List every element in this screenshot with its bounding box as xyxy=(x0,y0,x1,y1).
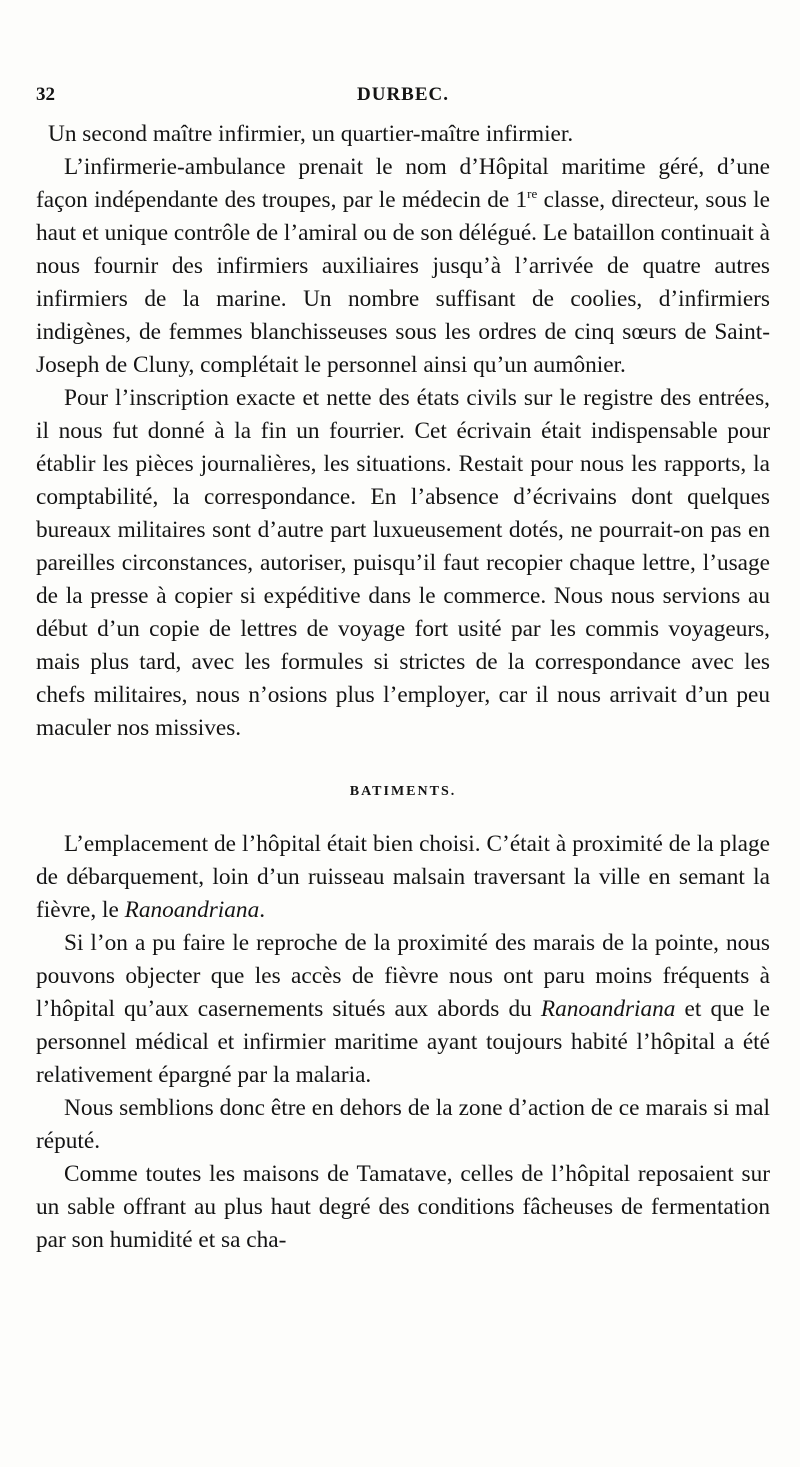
page-header xyxy=(36,78,770,118)
paragraph xyxy=(36,927,770,1092)
paragraph xyxy=(36,151,770,382)
paragraph-text: classe, directeur, sous le haut et unique contrôle de l’amiral ou de son délégué. Le bataillon continuait à nous fournir des infirmiers auxiliaires jusqu’à l’arrivée de quatre autres infirmiers de la marine. Un nombre suffisant de coolies, d’infirmiers indigènes, de femmes blanchisseuses sous les ordres de cinq sœurs de Saint-Joseph de Cluny, complétait le personnel ainsi qu’un aumônier. xyxy=(36,187,770,378)
section-heading: BATIMENTS. xyxy=(349,784,457,799)
paragraph: Nous semblions donc être en dehors de la zone d’action de ce marais si mal réputé. xyxy=(36,1095,770,1154)
paragraph-text: L’emplacement de l’hôpital était bien choisi. C’était à proximité de la plage de débarquement, loin d’un ruisseau malsain traversant la ville en semant la fièvre, le xyxy=(36,831,770,923)
place-name: Ranoandriana xyxy=(540,996,676,1022)
paragraph-text: et que le personnel médical et infirmier maritime ayant toujours habité l’hôpital a été relativement épargné par la malaria. xyxy=(36,996,770,1088)
body-text xyxy=(36,118,770,1257)
running-head: DURBEC. xyxy=(357,84,449,105)
paragraph: Un second maître infirmier, un quartier-maître infirmier. xyxy=(48,121,574,147)
paragraph-text: L’infirmerie-ambulance prenait le nom d’Hôpital maritime géré, d’une façon indépendante des troupes, par le médecin de 1 xyxy=(36,154,770,213)
page-number: 32 xyxy=(36,84,55,105)
paragraph-text: . xyxy=(259,897,266,923)
paragraph: Comme toutes les maisons de Tamatave, celles de l’hôpital reposaient sur un sable offrant au plus haut degré des conditions fâcheuses de fermentation par son humidité et sa cha- xyxy=(36,1161,770,1253)
paragraph xyxy=(36,828,770,927)
book-page xyxy=(36,78,770,1257)
place-name: Ranoandriana xyxy=(124,897,260,923)
superscript: re xyxy=(527,186,538,202)
paragraph: Pour l’inscription exacte et nette des états civils sur le registre des entrées, il nous fut donné à la fin un fourrier. Cet écrivain était indispensable pour établir les pièces journalières, les situations. Restait pour nous les rapports, la comptabilité, la correspondance. En l’absence d’écrivains dont quelques bureaux militaires sont d’autre part luxueusement dotés, ne pourrait-on pas en pareilles circonstances, autoriser, puisqu’il faut recopier chaque lettre, l’usage de la presse à copier si expéditive dans le commerce. Nous nous servions au début d’un copie de lettres de voyage fort usité par les commis voyageurs, mais plus tard, avec les formules si strictes de la correspondance avec les chefs militaires, nous n’osions plus l’employer, car il nous arrivait d’un peu maculer nos missives. xyxy=(36,385,770,741)
paragraph-text: Si l’on a pu faire le reproche de la proximité des marais de la pointe, nous pouvons objecter que les accès de fièvre nous ont paru moins fréquents à l’hôpital qu’aux casernements situés aux abords du xyxy=(36,930,770,1022)
